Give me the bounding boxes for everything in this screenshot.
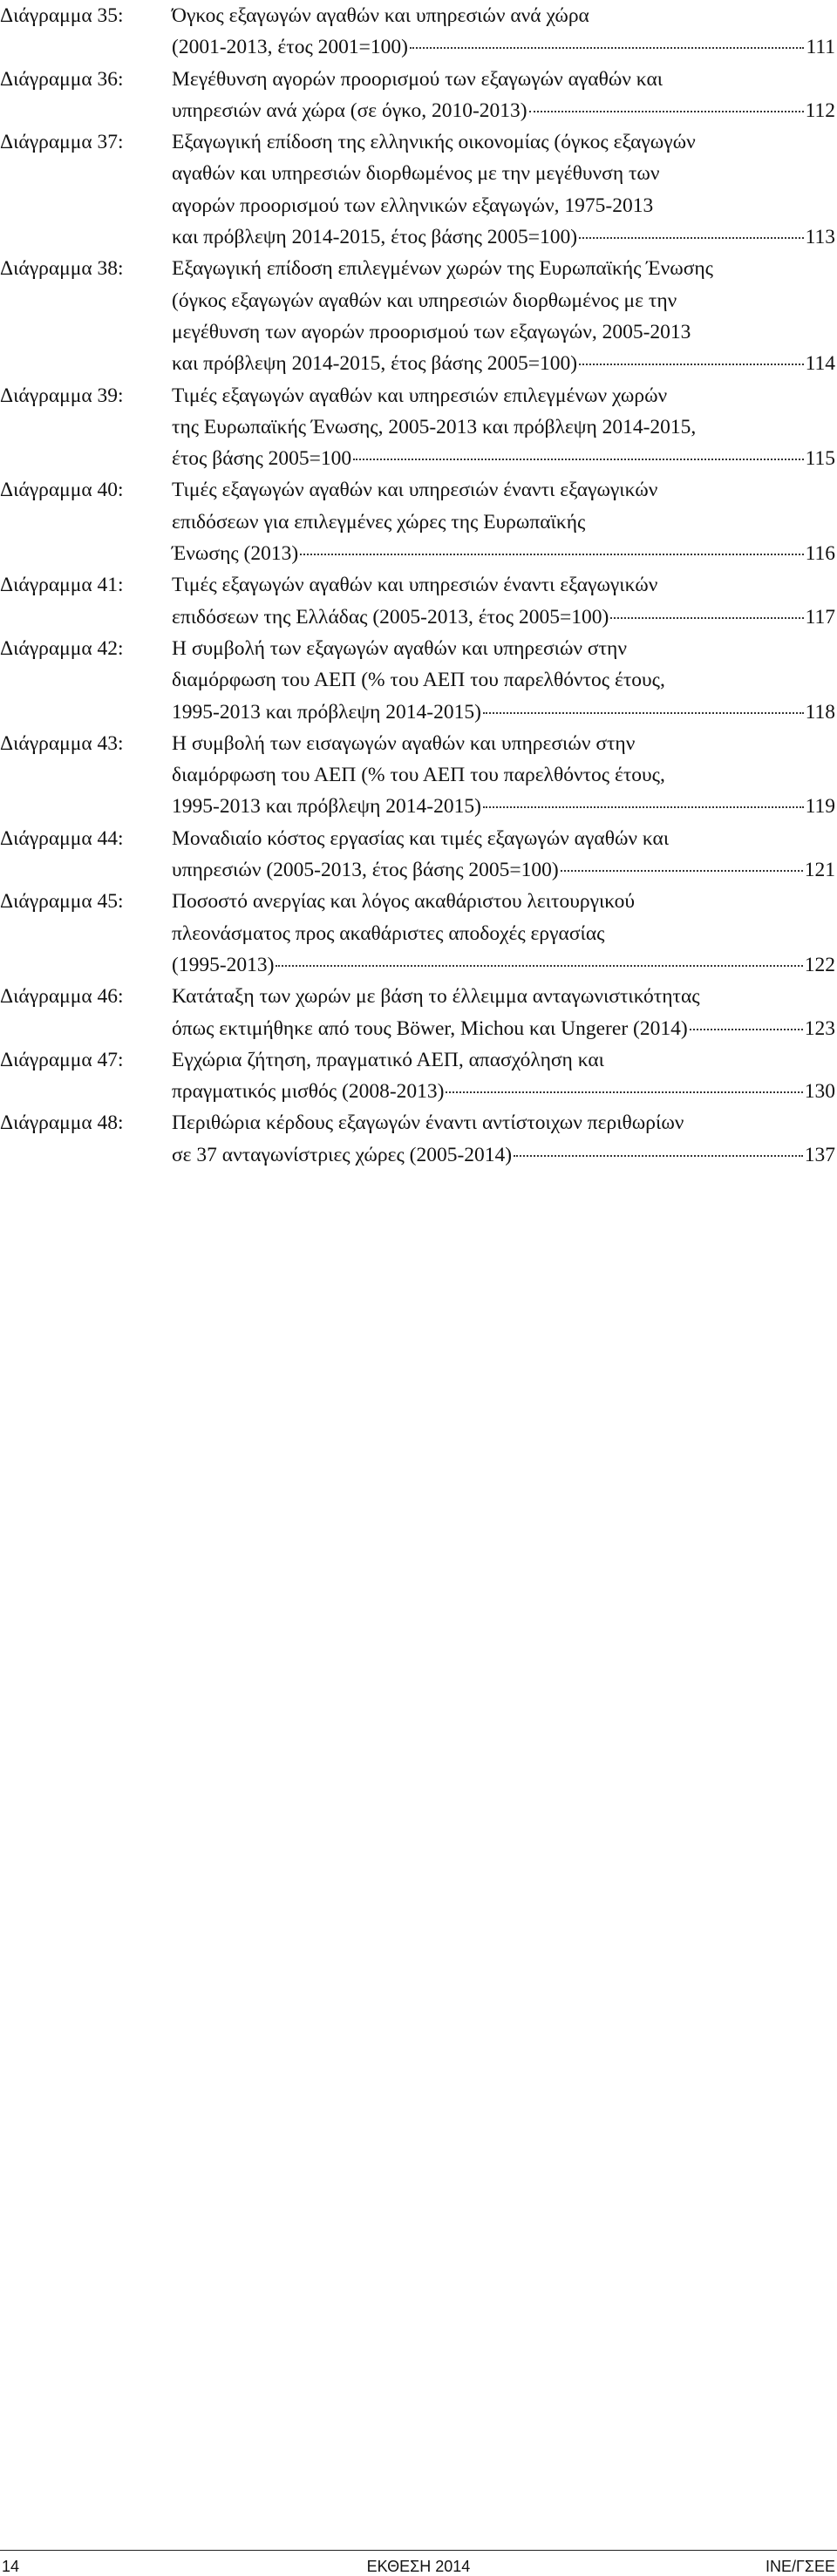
toc-entry-page-number[interactable]: 122 [804, 953, 835, 976]
toc-entry-title-line: πραγματικός μισθός (2008-2013) [172, 1080, 445, 1104]
toc-entry-page-number[interactable]: 116 [805, 542, 835, 566]
toc-entry-title-line: μεγέθυνση των αγορών προορισμού των εξαγωγών, 2005-2013 [172, 320, 691, 343]
toc-entry-last-line [172, 538, 835, 569]
toc-entry-title-line: Τιμές εξαγωγών αγαθών και υπηρεσιών έναντι εξαγωγικών [172, 479, 658, 502]
toc-entry-title-line: (όγκος εξαγωγών αγαθών και υπηρεσιών διορθωμένος με την [172, 289, 677, 312]
toc-entry-label: Διάγραμμα 43: [0, 731, 124, 755]
table-of-figures [0, 0, 837, 1171]
toc-entry-title-line: Εξαγωγική επίδοση επιλεγμένων χωρών της Ευρωπαϊκής Ένωσης [172, 257, 713, 281]
page-footer [0, 1274, 837, 2575]
toc-entry[interactable] [0, 474, 837, 569]
toc-entry[interactable] [0, 569, 837, 633]
toc-entry-last-line [172, 1076, 835, 1107]
footer-report-title: ΕΚΘΕΣΗ 2014 [366, 2558, 471, 2575]
toc-entry-title [172, 981, 835, 1044]
toc-entry-title [172, 253, 835, 379]
toc-entry[interactable] [0, 886, 837, 981]
toc-entry-last-line [172, 1139, 835, 1171]
toc-entry-page-number[interactable]: 121 [804, 859, 835, 882]
toc-entry-label: Διάγραμμα 41: [0, 574, 124, 597]
toc-entry-title-line: Τιμές εξαγωγών αγαθών και υπηρεσιών επιλεγμένων χωρών [172, 384, 668, 407]
toc-entry-last-line [172, 348, 835, 379]
footer-page-number: 14 [2, 2558, 20, 2575]
toc-entry-title [172, 126, 835, 253]
toc-entry-title-line: Ένωσης (2013) [172, 542, 299, 566]
toc-entry-last-line [172, 602, 835, 633]
toc-entry-label: Διάγραμμα 47: [0, 1048, 124, 1071]
toc-entry-title-line: υπηρεσιών (2005-2013, έτος βάσης 2005=100) [172, 859, 559, 882]
toc-entry-last-line [172, 443, 835, 474]
toc-entry-title-line: 1995-2013 και πρόβλεψη 2014-2015) [172, 795, 481, 819]
toc-entry[interactable] [0, 0, 837, 64]
toc-entry-title-line: Εξαγωγική επίδοση της ελληνικής οικονομίας (όγκος εξαγωγών [172, 131, 696, 154]
toc-entry-title-line: και πρόβλεψη 2014-2015, έτος βάσης 2005=100) [172, 352, 578, 376]
dot-leader [483, 712, 804, 714]
toc-entry-title [172, 474, 835, 569]
toc-entry-title-line: Τιμές εξαγωγών αγαθών και υπηρεσιών έναντι εξαγωγικών [172, 574, 658, 597]
toc-entry[interactable] [0, 633, 837, 728]
toc-entry-title-line: σε 37 ανταγωνίστριες χώρες (2005-2014) [172, 1143, 513, 1166]
toc-entry-title-line: και πρόβλεψη 2014-2015, έτος βάσης 2005=100) [172, 226, 578, 249]
dot-leader [300, 554, 803, 555]
toc-entry-last-line [172, 221, 835, 253]
toc-entry-label: Διάγραμμα 35: [0, 4, 124, 27]
dot-leader [483, 806, 804, 808]
dot-leader [561, 870, 803, 872]
toc-entry[interactable] [0, 380, 837, 475]
toc-entry-page-number[interactable]: 118 [805, 700, 835, 724]
dot-leader [276, 965, 802, 967]
dot-leader [446, 1091, 802, 1093]
toc-entry-label: Διάγραμμα 42: [0, 636, 124, 660]
toc-entry-title-line: πλεονάσματος προς ακαθάριστες αποδοχές εργασίας [172, 921, 605, 945]
toc-entry-title [172, 1107, 835, 1171]
toc-entry-label: Διάγραμμα 40: [0, 479, 124, 502]
toc-entry-last-line [172, 31, 835, 63]
toc-entry[interactable] [0, 1044, 837, 1108]
toc-entry-label: Διάγραμμα 36: [0, 67, 124, 91]
toc-entry-title [172, 886, 835, 981]
toc-entry-title [172, 728, 835, 823]
toc-entry-title-line: Κατάταξη των χωρών με βάση το έλλειμμα ανταγωνιστικότητας [172, 985, 700, 1009]
toc-entry[interactable] [0, 126, 837, 253]
toc-entry-last-line [172, 697, 835, 728]
toc-entry-last-line [172, 949, 835, 981]
toc-entry[interactable] [0, 64, 837, 127]
toc-entry[interactable] [0, 823, 837, 887]
footer-organization: ΙΝΕ/ΓΣΕΕ [765, 2558, 835, 2575]
toc-entry-page-number[interactable]: 111 [806, 36, 835, 59]
dot-leader [514, 1155, 803, 1157]
toc-entry-page-number[interactable]: 115 [805, 447, 835, 471]
footer-rule [0, 2550, 837, 2551]
toc-entry-title-line: Περιθώρια κέρδους εξαγωγών έναντι αντίστοιχων περιθωρίων [172, 1111, 684, 1135]
toc-entry-page-number[interactable]: 123 [804, 1016, 835, 1040]
toc-entry-title-line: αγαθών και υπηρεσιών διορθωμένος με την μεγέθυνση των [172, 162, 660, 186]
toc-entry-title [172, 380, 835, 475]
toc-entry-title-line: Ποσοστό ανεργίας και λόγος ακαθάριστου λειτουργικού [172, 890, 636, 914]
toc-entry-title-line: έτος βάσης 2005=100 [172, 447, 352, 471]
toc-entry-title-line: αγορών προορισμού των ελληνικών εξαγωγών, 1975-2013 [172, 194, 654, 217]
toc-entry-page-number[interactable]: 113 [805, 226, 835, 249]
toc-entry-page-number[interactable]: 137 [804, 1143, 835, 1166]
toc-entry-label: Διάγραμμα 39: [0, 384, 124, 407]
dot-leader [690, 1029, 803, 1030]
toc-entry-title-line: Μεγέθυνση αγορών προορισμού των εξαγωγών αγαθών και [172, 67, 663, 91]
toc-entry-label: Διάγραμμα 48: [0, 1111, 124, 1135]
dot-leader [529, 111, 804, 112]
toc-entry-title-line: διαμόρφωση του ΑΕΠ (% του ΑΕΠ του παρελθόντος έτους, [172, 669, 665, 692]
toc-entry-title [172, 569, 835, 633]
toc-entry-title [172, 64, 835, 127]
toc-entry-last-line [172, 854, 835, 886]
toc-entry[interactable] [0, 253, 837, 379]
dot-leader [610, 617, 803, 619]
toc-entry-page-number[interactable]: 119 [805, 795, 835, 819]
toc-entry-title-line: της Ευρωπαϊκής Ένωσης, 2005-2013 και πρόβλεψη 2014-2015, [172, 415, 697, 438]
toc-entry-title-line: επιδόσεων για επιλεγμένες χώρες της Ευρωπαϊκής [172, 510, 586, 534]
toc-entry-label: Διάγραμμα 44: [0, 826, 124, 850]
dot-leader [410, 47, 805, 49]
toc-entry-title-line: επιδόσεων της Ελλάδας (2005-2013, έτος 2005=100) [172, 605, 609, 629]
toc-entry-title [172, 633, 835, 728]
toc-entry-title [172, 0, 835, 64]
toc-entry-last-line [172, 791, 835, 822]
toc-entry-title-line: Όγκος εξαγωγών αγαθών και υπηρεσιών ανά χώρα [172, 4, 589, 27]
toc-entry-title-line: διαμόρφωση του ΑΕΠ (% του ΑΕΠ του παρελθόντος έτους, [172, 764, 665, 787]
toc-entry-title-line: (2001-2013, έτος 2001=100) [172, 36, 408, 59]
toc-entry-last-line [172, 95, 835, 126]
toc-entry-label: Διάγραμμα 46: [0, 985, 124, 1009]
toc-entry-title-line: 1995-2013 και πρόβλεψη 2014-2015) [172, 700, 481, 724]
toc-entry-page-number[interactable]: 130 [804, 1080, 835, 1104]
toc-entry-title-line: (1995-2013) [172, 953, 275, 976]
toc-entry-title-line: Η συμβολή των εξαγωγών αγαθών και υπηρεσιών στην [172, 636, 627, 660]
toc-entry-title-line: Εγχώρια ζήτηση, πραγματικό ΑΕΠ, απασχόληση και [172, 1048, 604, 1071]
toc-entry[interactable] [0, 1107, 837, 1171]
toc-entry-page-number[interactable]: 114 [805, 352, 835, 376]
toc-entry-label: Διάγραμμα 45: [0, 890, 124, 914]
toc-entry-last-line [172, 1013, 835, 1044]
dot-leader [579, 237, 803, 239]
dot-leader [353, 459, 803, 460]
toc-entry-page-number[interactable]: 112 [805, 99, 835, 122]
dot-leader [579, 364, 803, 365]
toc-entry[interactable] [0, 728, 837, 823]
toc-entry-label: Διάγραμμα 38: [0, 257, 124, 281]
toc-entry-page-number[interactable]: 117 [805, 605, 835, 629]
toc-entry-title-line: Η συμβολή των εισαγωγών αγαθών και υπηρεσιών στην [172, 731, 636, 755]
toc-entry[interactable] [0, 981, 837, 1044]
toc-entry-title-line: όπως εκτιμήθηκε από τους Böwer, Michou και Ungerer (2014) [172, 1016, 688, 1040]
toc-entry-label: Διάγραμμα 37: [0, 131, 124, 154]
toc-entry-title [172, 823, 835, 887]
toc-entry-title [172, 1044, 835, 1108]
toc-entry-title-line: υπηρεσιών ανά χώρα (σε όγκο, 2010-2013) [172, 99, 527, 122]
toc-entry-title-line: Μοναδιαίο κόστος εργασίας και τιμές εξαγωγών αγαθών και [172, 826, 670, 850]
